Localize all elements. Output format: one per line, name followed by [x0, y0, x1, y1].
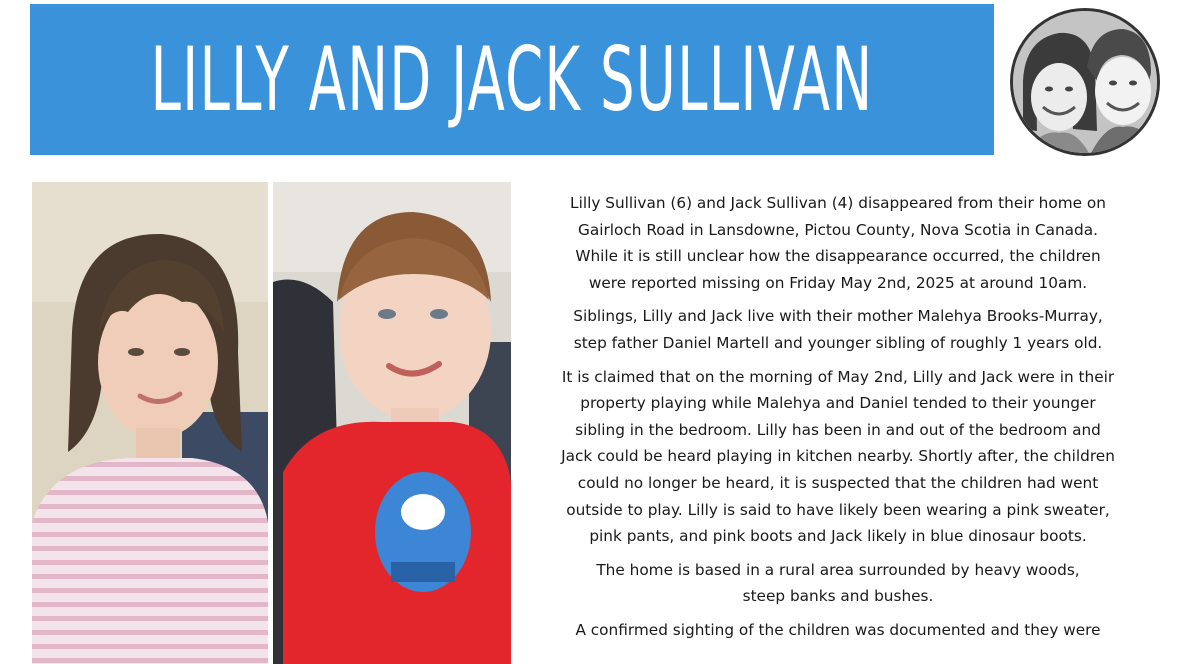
- text-line: outside to play. Lilly is said to have likely been wearing a pink sweater,: [566, 500, 1110, 519]
- text-line: Jack could be heard playing in kitchen nearby. Shortly after, the children: [561, 447, 1115, 466]
- text-line: property playing while Malehya and Daniel tended to their younger: [580, 394, 1096, 413]
- text-line: steep banks and bushes.: [742, 587, 934, 606]
- text-line: step father Daniel Martell and younger sibling of roughly 1 years old.: [573, 333, 1103, 352]
- boy-portrait-icon: [273, 182, 511, 664]
- logo-illustration: [1013, 11, 1157, 153]
- text-line: While it is still unclear how the disappearance occurred, the children: [575, 247, 1101, 266]
- text-line: sibling in the bedroom. Lilly has been in and out of the bedroom and: [575, 420, 1101, 439]
- text-line: were reported missing on Friday May 2nd, 2025 at around 10am.: [588, 273, 1088, 292]
- text-line: Gairloch Road in Lansdowne, Pictou County, Nova Scotia in Canada.: [578, 220, 1098, 239]
- paragraph-home: [524, 557, 1152, 610]
- girl-portrait-icon: [32, 182, 268, 664]
- jack-photo: [273, 182, 511, 664]
- paragraph-disappearance: [524, 190, 1152, 296]
- article-body: [524, 190, 1152, 651]
- text-line: pink pants, and pink boots and Jack likely in blue dinosaur boots.: [589, 527, 1087, 546]
- paragraph-family: [524, 303, 1152, 356]
- paragraph-morning: [524, 364, 1152, 550]
- children-portrait-logo-icon: [1010, 8, 1160, 156]
- text-line: A confirmed sighting of the children was documented and they were: [575, 620, 1101, 639]
- title-banner: [30, 4, 994, 155]
- text-line: The home is based in a rural area surrounded by heavy woods,: [596, 560, 1080, 579]
- text-line: could no longer be heard, it is suspected that the children had went: [577, 473, 1099, 492]
- lilly-photo: [32, 182, 268, 664]
- text-line: Lilly Sullivan (6) and Jack Sullivan (4) disappeared from their home on: [570, 194, 1106, 212]
- paragraph-sighting: [524, 617, 1152, 644]
- text-line: Siblings, Lilly and Jack live with their mother Malehya Brooks-Murray,: [573, 307, 1103, 326]
- page-title: LILLY AND JACK SULLIVAN: [150, 28, 874, 131]
- text-line: It is claimed that on the morning of May 2nd, Lilly and Jack were in their: [561, 367, 1115, 386]
